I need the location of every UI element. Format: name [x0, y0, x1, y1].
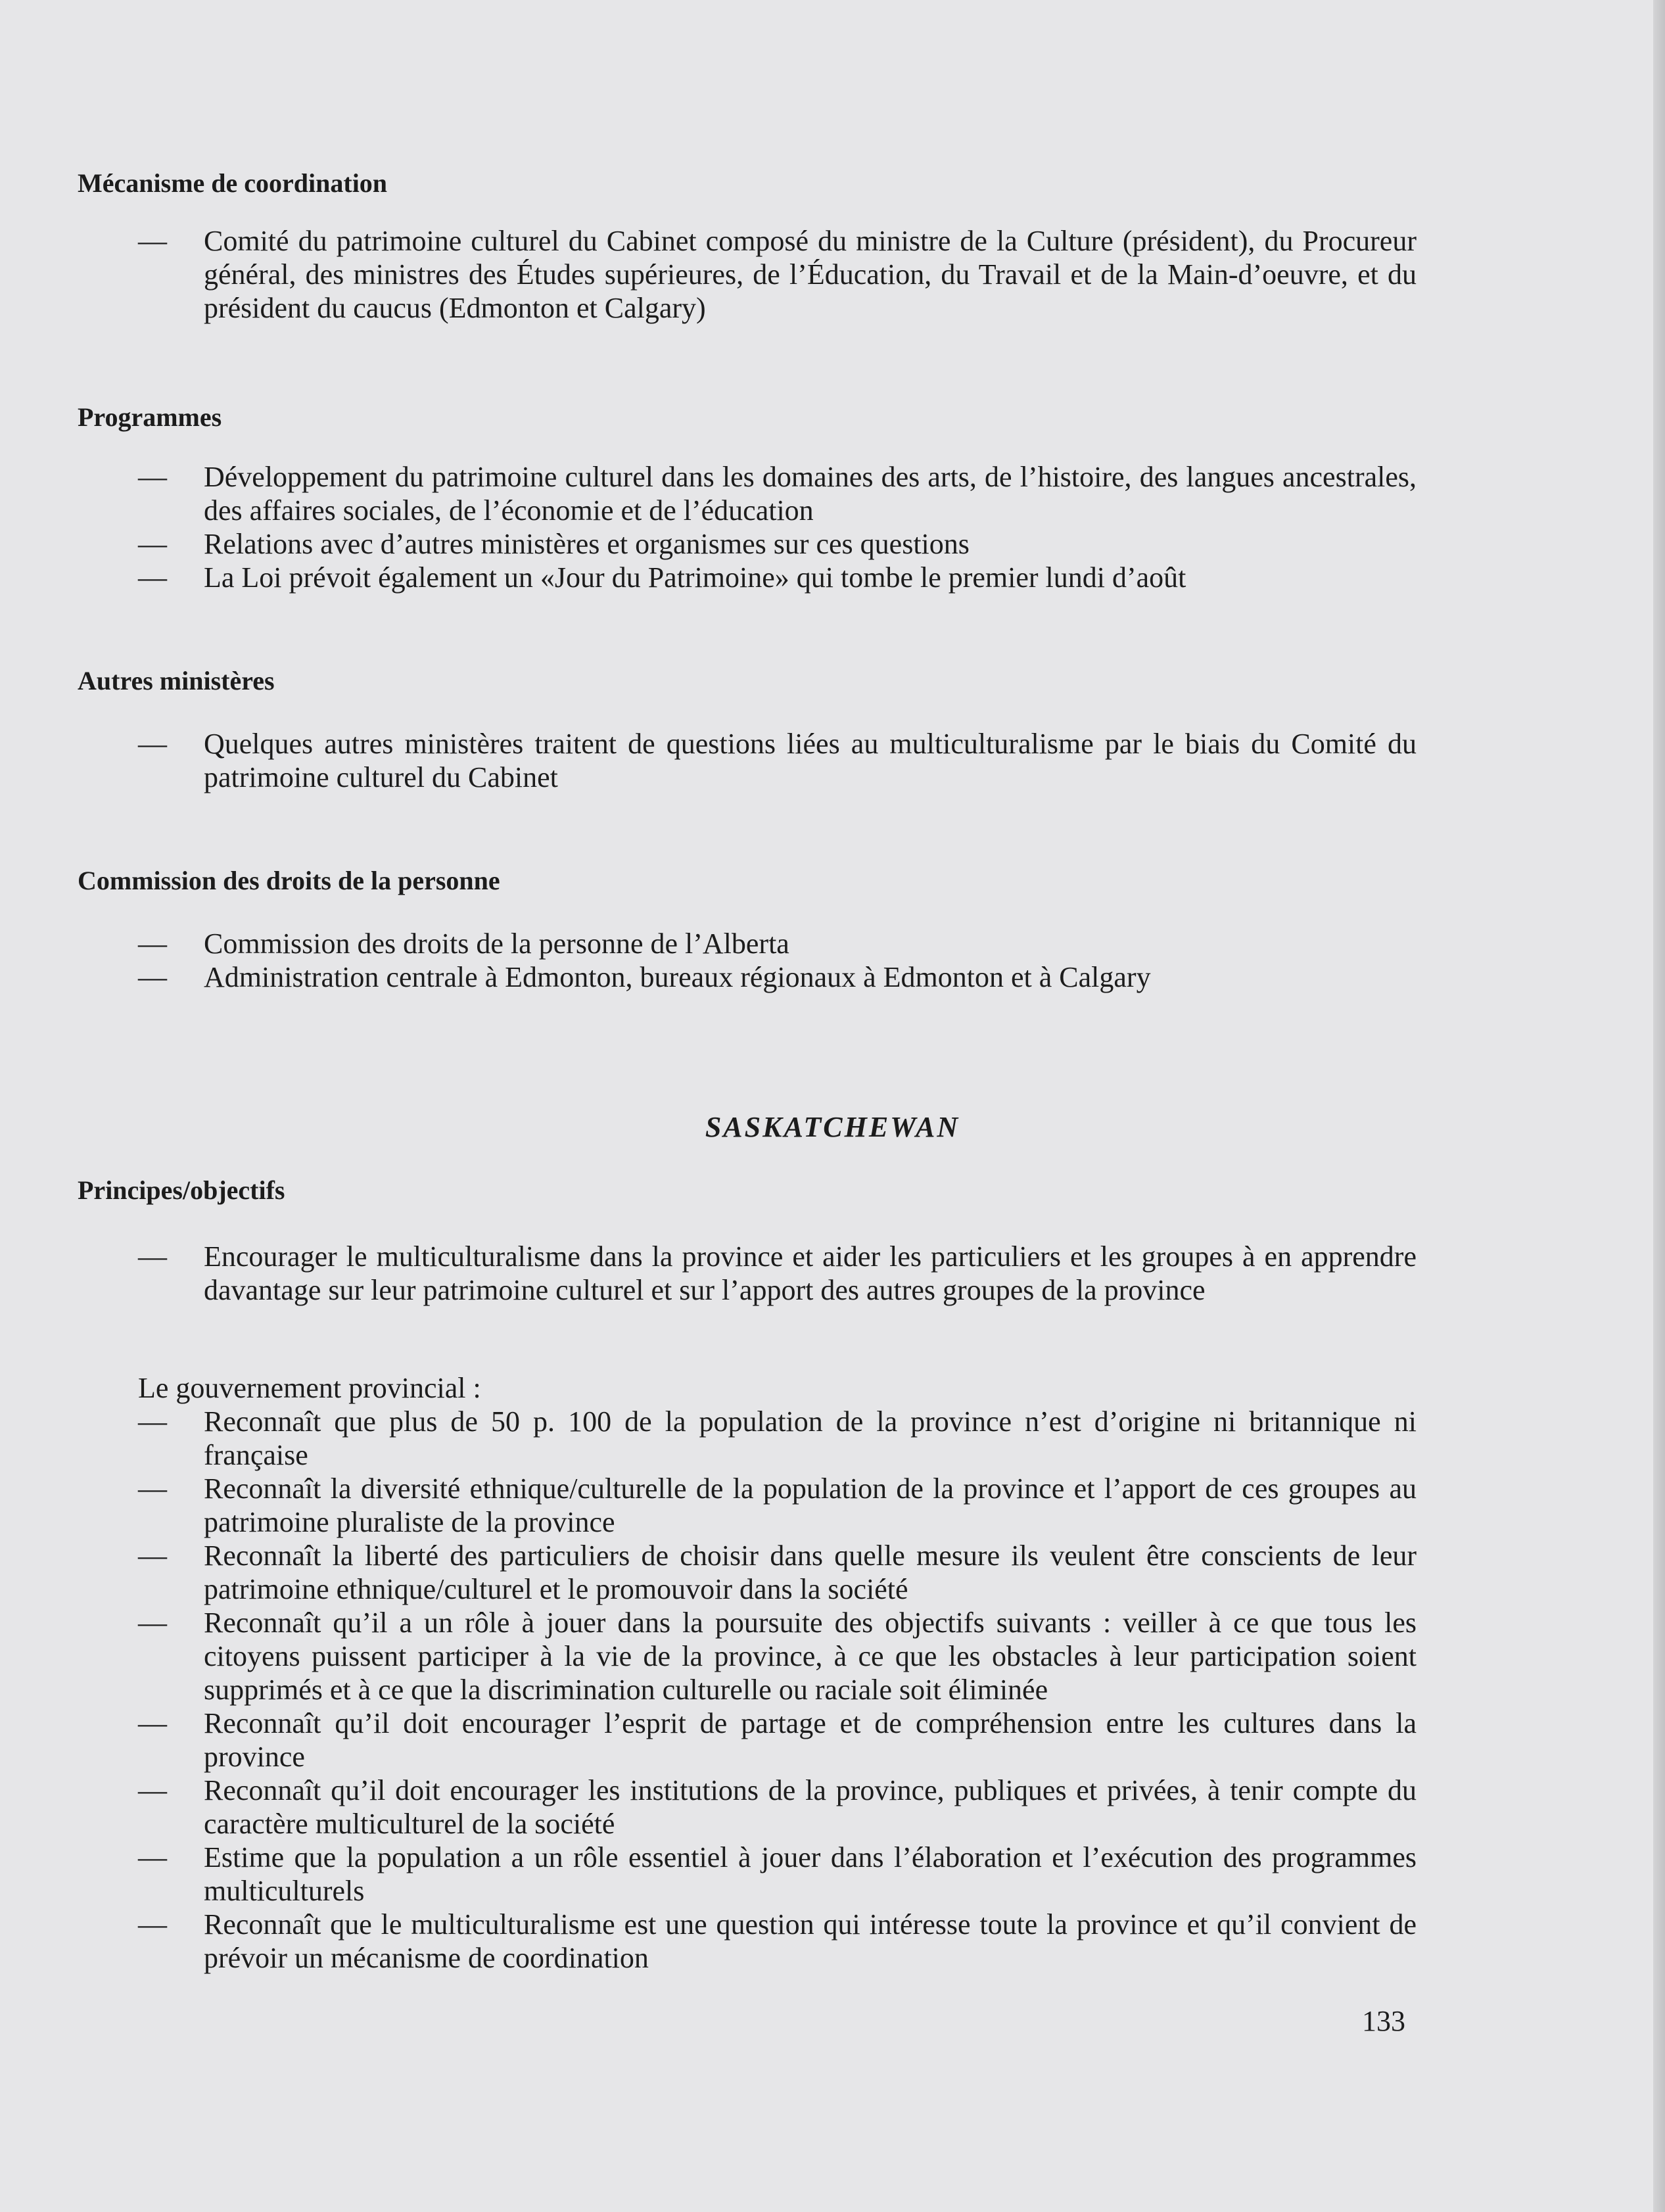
list-item-text: Encourager le multiculturalisme dans la province et aider les particuliers et les groupes à en apprendre davantage sur leur patrimoine culturel et sur l’apport des autres groupes de la province [204, 1240, 1417, 1306]
heading-programmes: Programmes [78, 402, 222, 432]
dash: — [138, 1405, 167, 1438]
list-item [138, 960, 1417, 994]
list-mecanisme [138, 224, 1417, 325]
list-item-text: Reconnaît qu’il a un rôle à jouer dans la poursuite des objectifs suivants : veiller à ce que tous les citoyens puissent participer à la vie de la province, à ce que les obstacles à leur participation soient supprimés et à ce que la discrimination culturelle ou raciale soit éliminée [204, 1607, 1417, 1706]
list-item-text: Administration centrale à Edmonton, bureaux régionaux à Edmonton et à Calgary [204, 961, 1151, 993]
dash: — [138, 1472, 167, 1505]
province-title: SASKATCHEWAN [705, 1111, 960, 1143]
list-item [138, 1908, 1417, 1975]
dash: — [138, 1540, 167, 1572]
list-item-text: Quelques autres ministères traitent de questions liées au multiculturalisme par le biais du Comité du patrimoine culturel du Cabinet [204, 728, 1417, 793]
heading-commission: Commission des droits de la personne [78, 866, 500, 895]
list-item-text: Comité du patrimoine culturel du Cabinet composé du ministre de la Culture (président), du Procureur général, des ministres des Études supérieures, de l’Éducation, du Travail et de la Main-d’oeuvre, et du président du caucus (Edmonton et Calgary) [204, 225, 1417, 324]
dash: — [138, 1707, 167, 1739]
list-item-text: Reconnaît que le multiculturalisme est une question qui intéresse toute la province et qu’il convient de prévoir un mécanisme de coordination [204, 1908, 1417, 1974]
list-item [138, 1774, 1417, 1841]
dash: — [138, 1841, 167, 1873]
list-item [138, 527, 1417, 561]
list-commission [138, 927, 1417, 994]
list-item-text: Développement du patrimoine culturel dans les domaines des arts, de l’histoire, des langues ancestrales, des affaires sociales, de l’économie et de l’éducation [204, 461, 1417, 527]
list-programmes [138, 460, 1417, 594]
dash: — [138, 1240, 167, 1273]
list-gouvernement [138, 1405, 1417, 1975]
list-item-text: La Loi prévoit également un «Jour du Patrimoine» qui tombe le premier lundi d’août [204, 561, 1186, 594]
list-item-text: Reconnaît la diversité ethnique/culturelle de la population de la province et l’apport de ces groupes au patrimoine pluraliste de la province [204, 1472, 1417, 1538]
list-item [138, 1706, 1417, 1774]
dash: — [138, 225, 167, 257]
list-item-text: Reconnaît que plus de 50 p. 100 de la population de la province n’est d’origine ni britannique ni française [204, 1405, 1417, 1471]
list-item-text: Relations avec d’autres ministères et organismes sur ces questions [204, 528, 970, 560]
list-item [138, 927, 1417, 960]
list-item-text: Reconnaît qu’il doit encourager les institutions de la province, publiques et privées, à tenir compte du caractère multiculturel de la société [204, 1774, 1417, 1840]
list-item-text: Reconnaît qu’il doit encourager l’esprit de partage et de compréhension entre les cultures dans la province [204, 1707, 1417, 1773]
list-item [138, 1405, 1417, 1472]
page-edge [1653, 0, 1665, 2212]
list-principes [138, 1240, 1417, 1307]
dash: — [138, 728, 167, 760]
list-item-text: Estime que la population a un rôle essentiel à jouer dans l’élaboration et l’exécution des programmes multiculturels [204, 1841, 1417, 1907]
list-item [138, 1472, 1417, 1539]
list-item [138, 460, 1417, 527]
heading-principes: Principes/objectifs [78, 1175, 285, 1205]
list-item [138, 1539, 1417, 1606]
list-item [138, 1240, 1417, 1307]
list-item [138, 727, 1417, 794]
list-item-text: Reconnaît la liberté des particuliers de choisir dans quelle mesure ils veulent être conscients de leur patrimoine ethnique/culturel et le promouvoir dans la société [204, 1540, 1417, 1605]
heading-autres: Autres ministères [78, 666, 275, 695]
dash: — [138, 561, 167, 594]
dash: — [138, 928, 167, 960]
list-item [138, 561, 1417, 594]
heading-mecanisme: Mécanisme de coordination [78, 168, 388, 198]
list-item-text: Commission des droits de la personne de l’Alberta [204, 928, 789, 960]
dash: — [138, 528, 167, 560]
dash: — [138, 1908, 167, 1941]
list-item [138, 1841, 1417, 1908]
dash: — [138, 1774, 167, 1806]
dash: — [138, 1607, 167, 1639]
dash: — [138, 961, 167, 993]
page-number: 133 [1362, 2005, 1405, 2037]
list-item [138, 224, 1417, 325]
list-item [138, 1606, 1417, 1706]
dash: — [138, 461, 167, 493]
list-autres [138, 727, 1417, 794]
intro-text: Le gouvernement provincial : [138, 1372, 481, 1404]
